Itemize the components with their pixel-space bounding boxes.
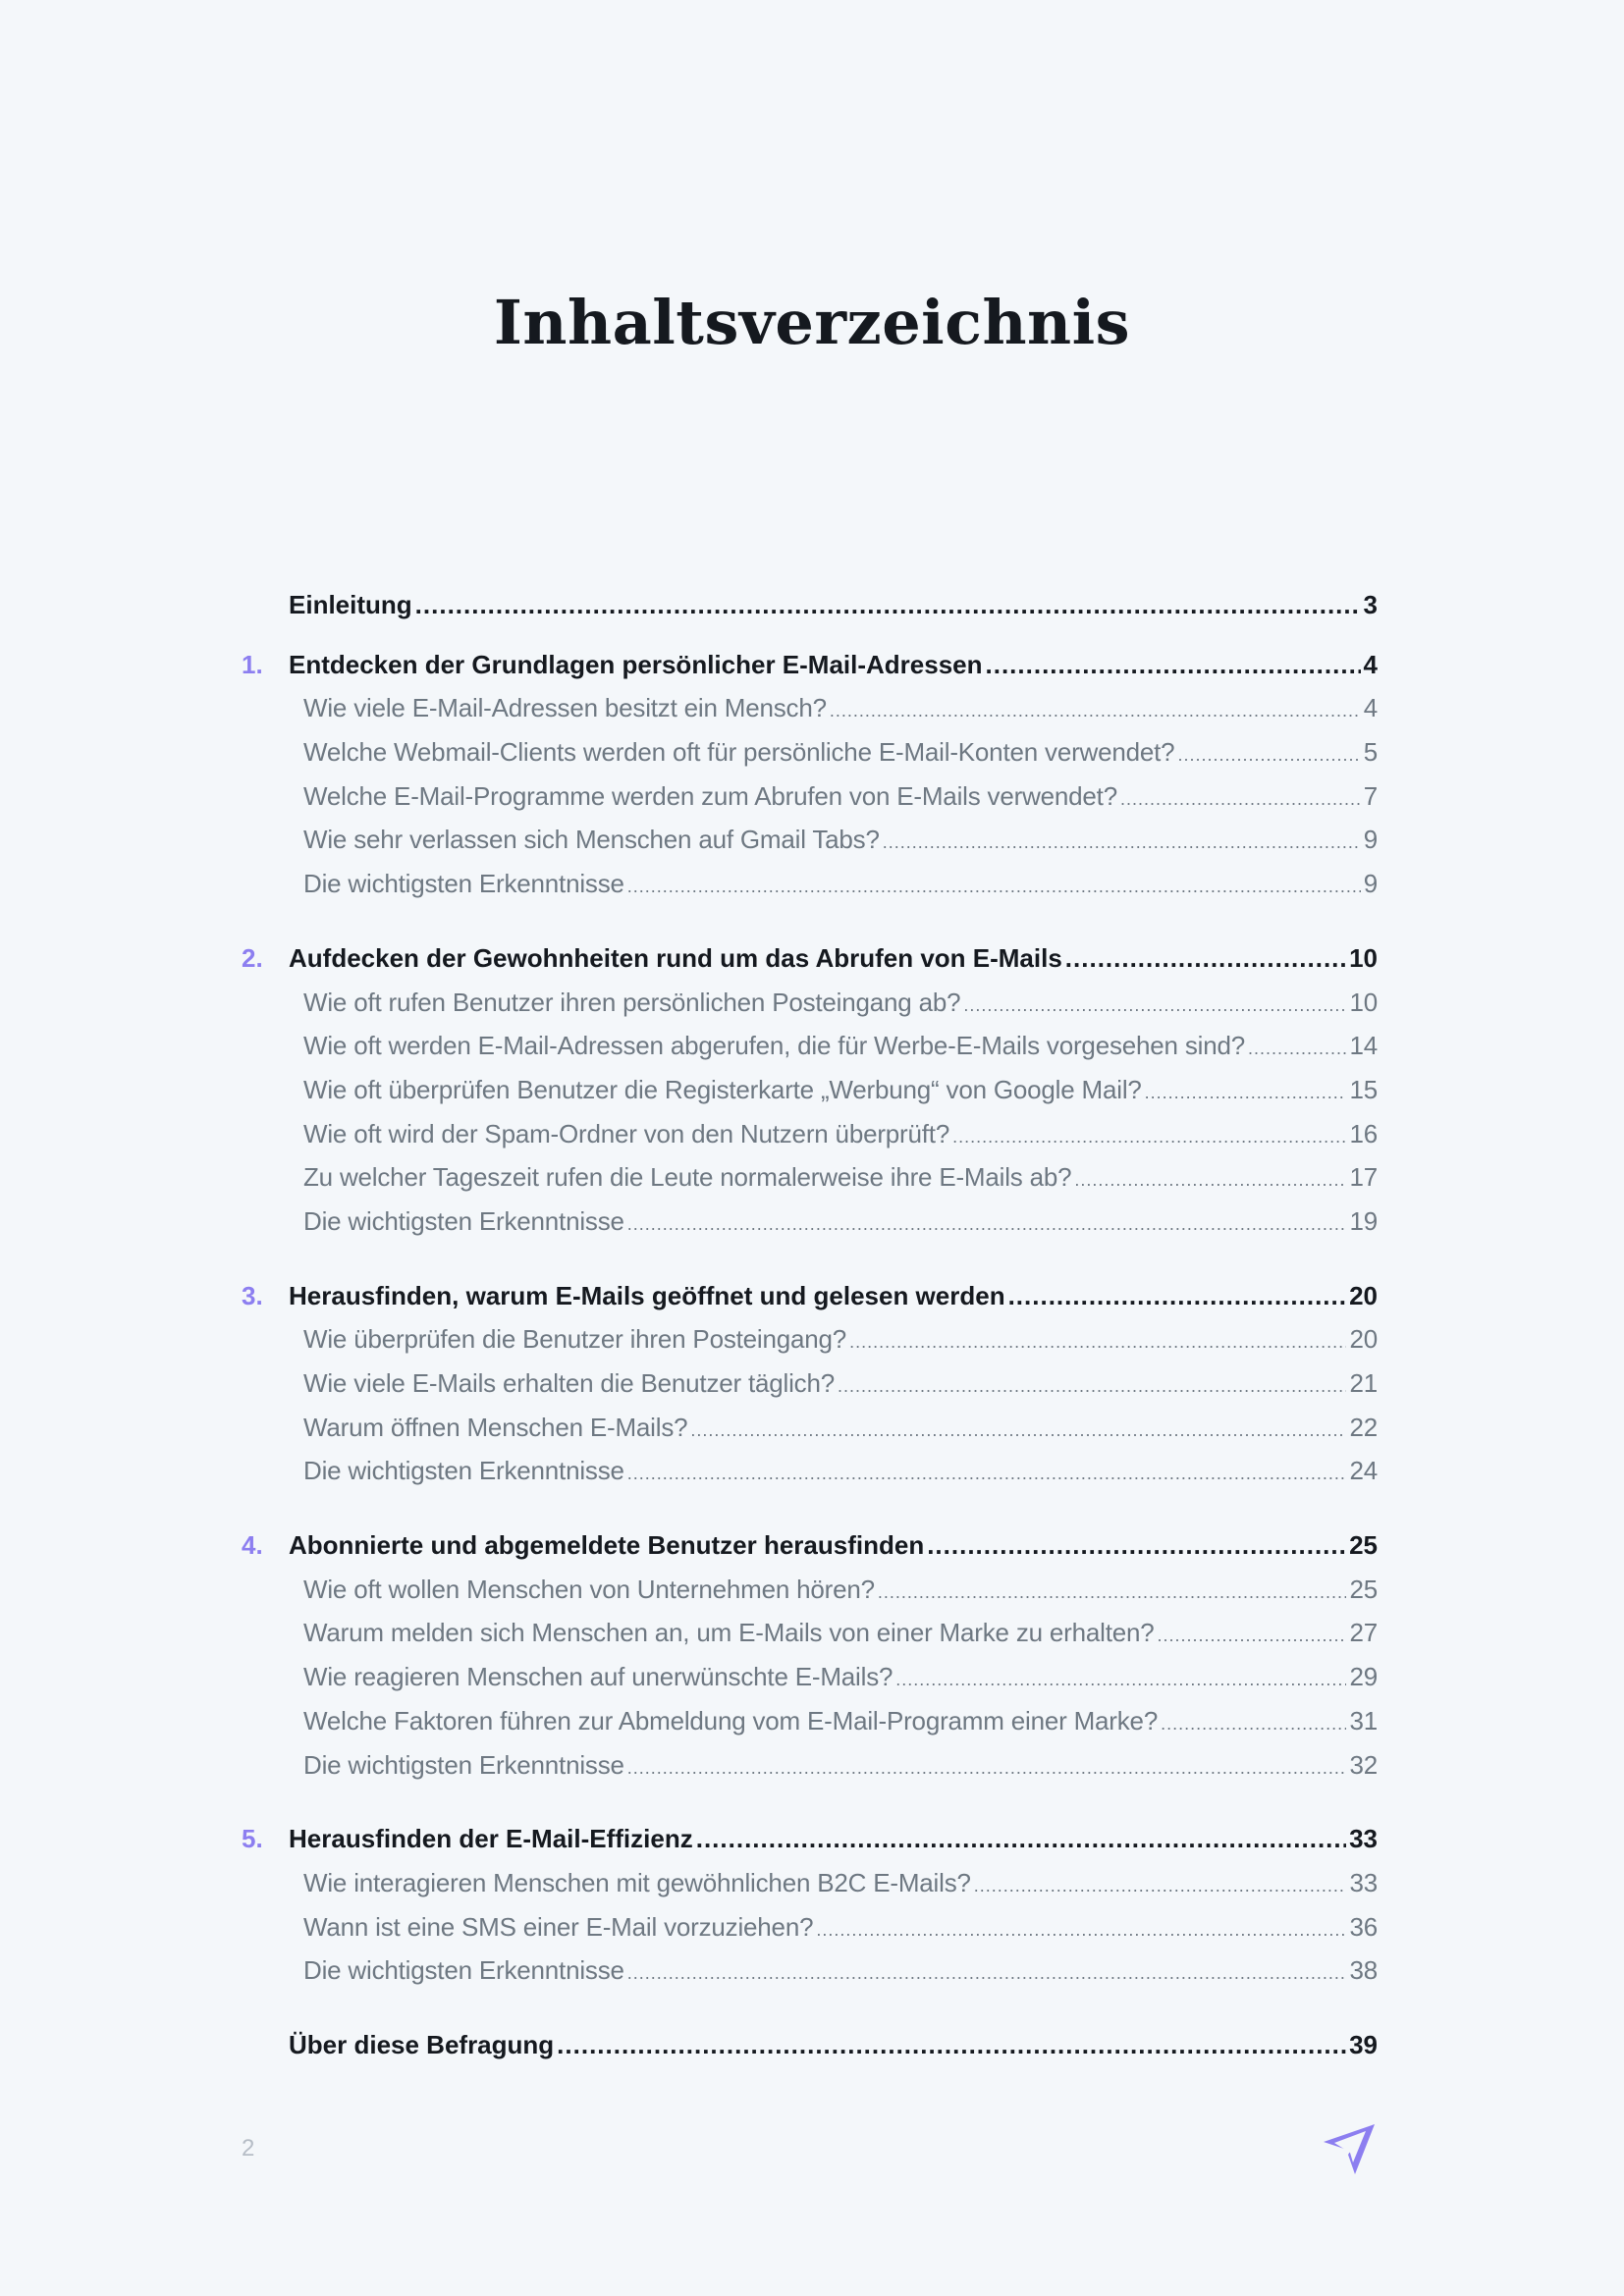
- toc-page-number: 24: [1349, 1456, 1378, 1486]
- toc-subsection[interactable]: [242, 1905, 1378, 1949]
- toc-page-number: 19: [1349, 1205, 1378, 1236]
- toc-page-number: 38: [1349, 1955, 1378, 1986]
- toc-entry-title: Herausfinden der E-Mail-Effizienz: [289, 1824, 693, 1854]
- dot-leader: [830, 686, 1361, 733]
- dot-leader: [1074, 1155, 1346, 1202]
- dot-leader: [838, 1362, 1346, 1409]
- toc-page-number: 7: [1363, 780, 1378, 811]
- toc-entry-title: Die wichtigsten Erkenntnisse: [303, 1456, 624, 1486]
- toc-page-number: 5: [1363, 737, 1378, 768]
- toc-page-number: 33: [1349, 1824, 1378, 1854]
- toc-entry-title: Abonnierte und abgemeldete Benutzer herausfinden: [289, 1530, 925, 1561]
- toc-page-number: 25: [1349, 1530, 1378, 1561]
- toc-page-number: 32: [1349, 1749, 1378, 1780]
- toc-entry-title: Warum öffnen Menschen E-Mails?: [303, 1412, 688, 1442]
- dot-leader: [1158, 1611, 1347, 1658]
- dot-leader: [696, 1817, 1346, 1861]
- toc-entry-title: Wie oft wird der Spam-Ordner von den Nutzern überprüft?: [303, 1118, 950, 1148]
- toc-subsection[interactable]: [242, 1743, 1378, 1788]
- toc-page-number: 22: [1349, 1412, 1378, 1442]
- toc-subsection[interactable]: [242, 1362, 1378, 1406]
- toc-entry-title: Die wichtigsten Erkenntnisse: [303, 1749, 624, 1780]
- dot-leader: [895, 1655, 1346, 1702]
- toc-entry-title: Wie reagieren Menschen auf unerwünschte E-Mails?: [303, 1662, 893, 1692]
- toc-entry-title: Wie oft rufen Benutzer ihren persönlichen Posteingang ab?: [303, 987, 961, 1017]
- toc-subsection[interactable]: [242, 1317, 1378, 1362]
- toc-subsection[interactable]: [242, 1949, 1378, 1993]
- toc-subsection[interactable]: [242, 1861, 1378, 1905]
- toc-page-number: 33: [1349, 1867, 1378, 1897]
- toc-entry-title: Wie überprüfen die Benutzer ihren Posteingang?: [303, 1324, 847, 1355]
- toc-page-number: 4: [1363, 649, 1378, 679]
- table-of-contents: [242, 583, 1378, 2067]
- toc-page-number: 4: [1363, 693, 1378, 723]
- toc-entry-title: Wann ist eine SMS einer E-Mail vorzuziehen?: [303, 1911, 814, 1942]
- dot-leader: [1177, 730, 1360, 777]
- chapter-number: 5.: [242, 1824, 263, 1854]
- toc-page-number: 17: [1349, 1162, 1378, 1193]
- toc-subsection[interactable]: [242, 774, 1378, 819]
- toc-entry-title: Über diese Befragung: [289, 2029, 555, 2059]
- paper-plane-icon: [1321, 2120, 1380, 2179]
- toc-entry-title: Wie oft werden E-Mail-Adressen abgerufen, die für Werbe-E-Mails vorgesehen sind?: [303, 1031, 1245, 1061]
- dot-leader: [878, 1568, 1347, 1615]
- toc-subsection[interactable]: [242, 1024, 1378, 1068]
- toc-page-number: 21: [1349, 1368, 1378, 1398]
- toc-subsection[interactable]: [242, 981, 1378, 1025]
- toc-chapter[interactable]: [242, 2023, 1378, 2067]
- toc-page-number: 10: [1349, 987, 1378, 1017]
- toc-page-number: 3: [1363, 590, 1378, 619]
- chapter-number: 1.: [242, 649, 263, 679]
- toc-entry-title: Die wichtigsten Erkenntnisse: [303, 1205, 624, 1236]
- dot-leader: [627, 1449, 1347, 1496]
- toc-subsection[interactable]: [242, 1406, 1378, 1450]
- toc-page-number: 14: [1349, 1031, 1378, 1061]
- toc-page-number: 10: [1349, 942, 1378, 973]
- toc-page-number: 31: [1349, 1705, 1378, 1735]
- dot-leader: [627, 1743, 1347, 1790]
- dot-leader: [883, 818, 1361, 865]
- dot-leader: [1248, 1024, 1346, 1071]
- dot-leader: [816, 1905, 1346, 1952]
- toc-entry-title: Die wichtigsten Erkenntnisse: [303, 869, 624, 899]
- toc-subsection[interactable]: [242, 1655, 1378, 1699]
- toc-subsection[interactable]: [242, 730, 1378, 774]
- toc-chapter[interactable]: [242, 1274, 1378, 1318]
- toc-entry-title: Wie viele E-Mail-Adressen besitzt ein Mensch?: [303, 693, 827, 723]
- toc-page-number: 15: [1349, 1074, 1378, 1104]
- toc-page-number: 25: [1349, 1574, 1378, 1604]
- toc-entry-title: Herausfinden, warum E-Mails geöffnet und gelesen werden: [289, 1280, 1005, 1310]
- dot-leader: [974, 1861, 1347, 1908]
- toc-chapter[interactable]: [242, 643, 1378, 687]
- dot-leader: [927, 1523, 1346, 1568]
- dot-leader: [690, 1406, 1346, 1453]
- page-number: 2: [242, 2135, 255, 2162]
- toc-subsection[interactable]: [242, 1155, 1378, 1200]
- toc-chapter[interactable]: [242, 1523, 1378, 1568]
- dot-leader: [627, 1949, 1347, 1996]
- dot-leader: [1065, 936, 1346, 981]
- toc-subsection[interactable]: [242, 1568, 1378, 1612]
- dot-leader: [1120, 774, 1361, 822]
- toc-entry-title: Die wichtigsten Erkenntnisse: [303, 1955, 624, 1986]
- toc-subsection[interactable]: [242, 1699, 1378, 1743]
- toc-subsection[interactable]: [242, 686, 1378, 730]
- toc-entry-title: Wie oft wollen Menschen von Unternehmen hören?: [303, 1574, 875, 1604]
- toc-page-number: 9: [1363, 869, 1378, 899]
- dot-leader: [1161, 1699, 1346, 1746]
- toc-subsection[interactable]: [242, 818, 1378, 862]
- dot-leader: [952, 1112, 1346, 1159]
- toc-section[interactable]: [242, 583, 1378, 627]
- toc-subsection[interactable]: [242, 1112, 1378, 1156]
- toc-entry-title: Aufdecken der Gewohnheiten rund um das Abrufen von E-Mails: [289, 942, 1062, 973]
- dot-leader: [557, 2023, 1346, 2067]
- dot-leader: [1145, 1068, 1347, 1115]
- chapter-number: 3.: [242, 1280, 263, 1310]
- dot-leader: [627, 1200, 1347, 1247]
- toc-subsection[interactable]: [242, 1449, 1378, 1493]
- dot-leader: [415, 583, 1361, 627]
- dot-leader: [849, 1317, 1346, 1364]
- toc-entry-title: Wie sehr verlassen sich Menschen auf Gmail Tabs?: [303, 825, 880, 855]
- chapter-number: 4.: [242, 1530, 263, 1561]
- toc-subsection[interactable]: [242, 1068, 1378, 1112]
- page-title: Inhaltsverzeichnis: [493, 286, 1131, 358]
- dot-leader: [986, 643, 1361, 687]
- dot-leader: [963, 981, 1346, 1028]
- dot-leader: [1008, 1274, 1347, 1318]
- toc-entry-title: Welche Webmail-Clients werden oft für persönliche E-Mail-Konten verwendet?: [303, 737, 1175, 768]
- toc-page-number: 20: [1349, 1324, 1378, 1355]
- toc-subsection[interactable]: [242, 1200, 1378, 1244]
- toc-entry-title: Einleitung: [289, 590, 412, 619]
- toc-entry-title: Warum melden sich Menschen an, um E-Mails von einer Marke zu erhalten?: [303, 1618, 1155, 1648]
- toc-chapter[interactable]: [242, 1817, 1378, 1861]
- toc-page-number: 16: [1349, 1118, 1378, 1148]
- toc-entry-title: Welche Faktoren führen zur Abmeldung vom E-Mail-Programm einer Marke?: [303, 1705, 1159, 1735]
- toc-entry-title: Wie oft überprüfen Benutzer die Registerkarte „Werbung“ von Google Mail?: [303, 1074, 1142, 1104]
- dot-leader: [627, 862, 1361, 909]
- toc-page-number: 29: [1349, 1662, 1378, 1692]
- toc-page-number: 9: [1363, 825, 1378, 855]
- toc-page-number: 36: [1349, 1911, 1378, 1942]
- toc-entry-title: Entdecken der Grundlagen persönlicher E-Mail-Adressen: [289, 649, 983, 679]
- toc-subsection[interactable]: [242, 862, 1378, 906]
- chapter-number: 2.: [242, 942, 263, 973]
- toc-entry-title: Wie viele E-Mails erhalten die Benutzer täglich?: [303, 1368, 835, 1398]
- toc-subsection[interactable]: [242, 1611, 1378, 1655]
- toc-entry-title: Welche E-Mail-Programme werden zum Abrufen von E-Mails verwendet?: [303, 780, 1117, 811]
- toc-page-number: 27: [1349, 1618, 1378, 1648]
- toc-chapter[interactable]: [242, 936, 1378, 981]
- toc-page-number: 20: [1349, 1280, 1378, 1310]
- toc-entry-title: Wie interagieren Menschen mit gewöhnlichen B2C E-Mails?: [303, 1867, 971, 1897]
- toc-entry-title: Zu welcher Tageszeit rufen die Leute normalerweise ihre E-Mails ab?: [303, 1162, 1072, 1193]
- toc-page-number: 39: [1349, 2029, 1378, 2059]
